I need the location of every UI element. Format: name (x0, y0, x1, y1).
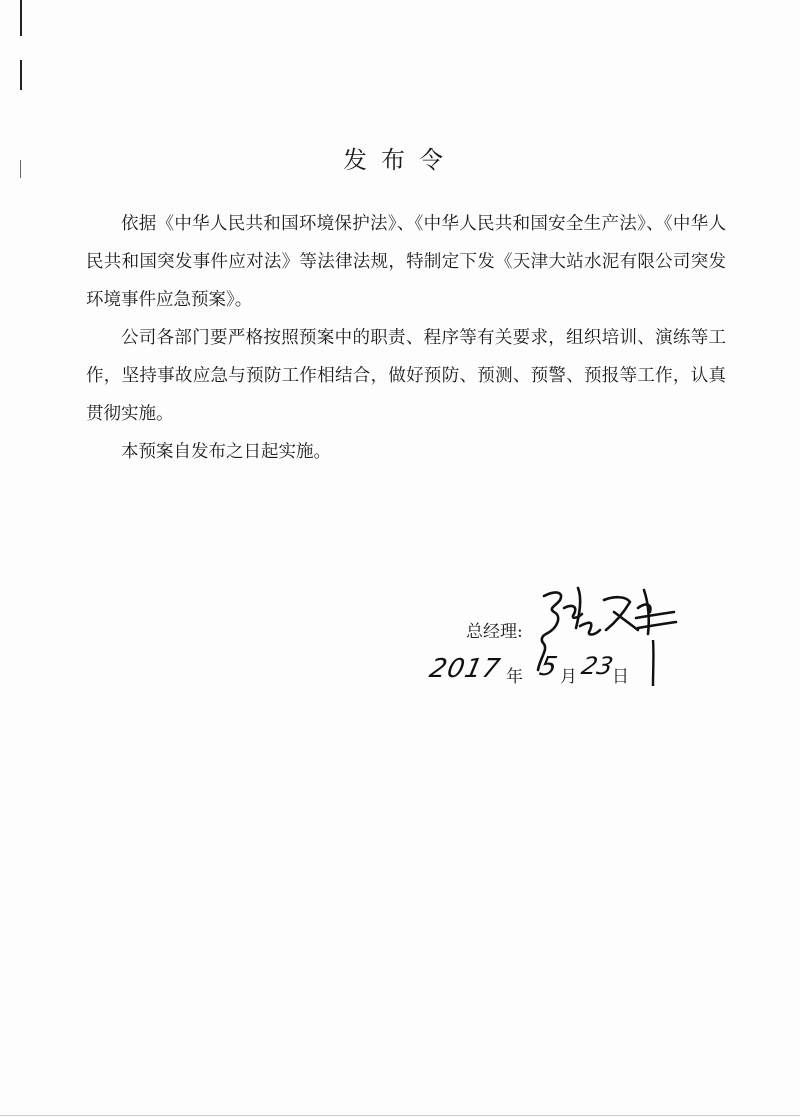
paragraph: 依据《中华人民共和国环境保护法》、《中华人民共和国安全生产法》、《中华人民共和国突发事件应对法》等法律法规，特制定下发《天津大站水泥有限公司突发环境事件应急预案》。 (86, 214, 726, 310)
document-body (86, 205, 726, 471)
date-year-unit: 年 (506, 667, 523, 687)
signature-label: 总经理: (466, 622, 523, 642)
scan-bottom-edge (0, 1115, 800, 1116)
date-day-unit: 日 (612, 667, 629, 687)
date-month-unit: 月 (560, 667, 577, 687)
date-day: 23 (579, 652, 616, 680)
page-title: 发布令 (343, 146, 457, 175)
paragraph: 公司各部门要严格按照预案中的职责、程序等有关要求，组织培训、演练等工作，坚持事故应急与预防工作相结合，做好预防、预测、预警、预报等工作，认真贯彻实施。 (86, 328, 726, 424)
paragraph: 本预案自发布之日起实施。 (121, 442, 331, 462)
signature-stroke (651, 640, 655, 686)
signature-date (426, 650, 660, 700)
scan-edge-mark (20, 60, 22, 90)
scan-edge-mark (20, 0, 22, 36)
date-year: 2017 (426, 654, 504, 684)
date-month: 5 (536, 652, 560, 682)
